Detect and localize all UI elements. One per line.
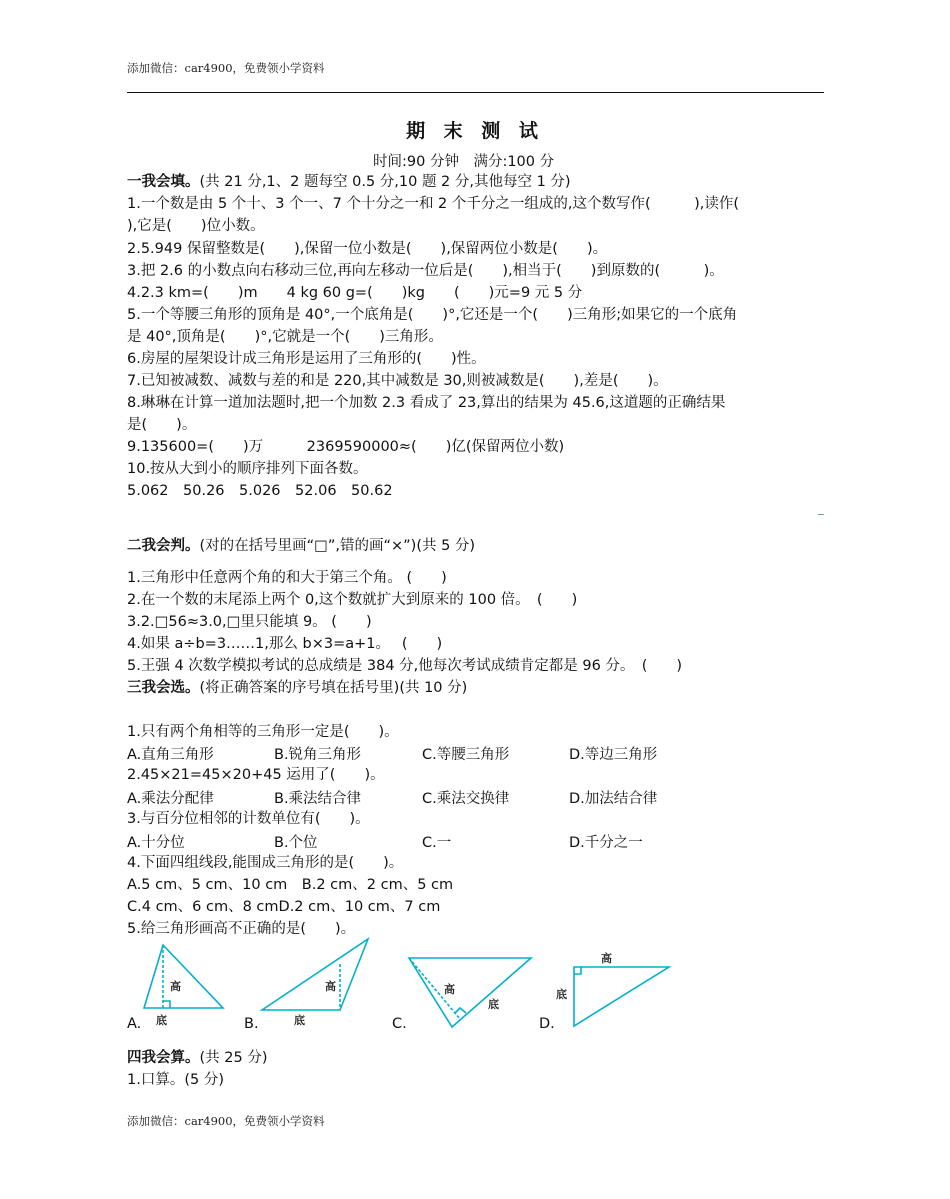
s2-line: 1.三角形中任意两个角的和大于第三个角。 ( ) <box>127 570 447 586</box>
section-3-desc: (将正确答案的序号填在括号里)(共 10 分) <box>199 680 468 696</box>
s3-question: 2.45×21=45×20+45 运用了( )。 <box>127 767 385 783</box>
s1-line: 是 40°,顶角是( )°,它就是一个( )三角形。 <box>127 329 443 345</box>
figure-label-d: D. <box>539 1016 555 1032</box>
s4-question: 1.口算。(5 分) <box>127 1072 224 1088</box>
s1-line: 5.062 50.26 5.026 52.06 50.62 <box>127 483 393 499</box>
right-angle-mark-a <box>163 1001 170 1008</box>
right-angle-mark-d <box>574 967 581 974</box>
triangle-a <box>144 945 223 1008</box>
triangle-c <box>409 958 531 1027</box>
height-label-a: 高 <box>170 980 181 993</box>
figure-label-b: B. <box>244 1016 259 1032</box>
base-label-c: 底 <box>488 998 499 1011</box>
option-b: B.锐角三角形 <box>274 747 362 763</box>
option-b: B.个位 <box>274 835 318 851</box>
option-b: B.乘法结合律 <box>274 791 362 807</box>
s3-question: 4.下面四组线段,能围成三角形的是( )。 <box>127 855 404 871</box>
s1-line: 是( )。 <box>127 417 197 433</box>
option-a: A.乘法分配律 <box>127 791 214 807</box>
s3-options-line: A.5 cm、5 cm、10 cm B.2 cm、2 cm、5 cm <box>127 877 454 893</box>
figure-label-a: A. <box>127 1016 142 1032</box>
section-3-title: 三我会选。 <box>127 680 200 696</box>
option-c: C.等腰三角形 <box>422 747 510 763</box>
option-c: C.乘法交换律 <box>422 791 510 807</box>
s1-line: 1.一个数是由 5 个十、3 个一、7 个十分之一和 2 个千分之一组成的,这个数写作( ),读作( <box>127 196 740 212</box>
section-4-desc: (共 25 分) <box>199 1050 268 1066</box>
base-label-b: 底 <box>294 1014 305 1027</box>
section-1-title: 一我会填。 <box>127 174 200 190</box>
s1-line: ),它是( )位小数。 <box>127 218 265 234</box>
s3-question: 1.只有两个角相等的三角形一定是( )。 <box>127 724 399 740</box>
figure-label-c: C. <box>392 1016 407 1032</box>
s2-line: 4.如果 a÷b=3……1,那么 b×3=a+1。 ( ) <box>127 636 443 652</box>
triangle-d <box>574 967 669 1026</box>
s1-line: 3.把 2.6 的小数点向右移动三位,再向左移动一位后是( ),相当于( )到原数的( )。 <box>127 263 724 279</box>
section-4-heading <box>127 1048 267 1068</box>
option-d: D.千分之一 <box>569 835 643 851</box>
s1-line: 9.135600=( )万 2369590000≈( )亿(保留两位小数) <box>127 439 565 455</box>
option-a: A.直角三角形 <box>127 747 214 763</box>
s1-line: 4.2.3 km=( )m 4 kg 60 g=( )kg ( )元=9 元 5 分 <box>127 285 583 301</box>
s3-question: 3.与百分位相邻的计数单位有( )。 <box>127 811 370 827</box>
s1-line: 2.5.949 保留整数是( ),保留一位小数是( ),保留两位小数是( )。 <box>127 241 608 257</box>
height-label-b: 高 <box>325 980 336 993</box>
s3-question: 5.给三角形画高不正确的是( )。 <box>127 921 356 937</box>
s2-line: 3.2.□56≈3.0,□里只能填 9。 ( ) <box>127 614 372 630</box>
page-title: 期 末 测 试 <box>406 120 544 142</box>
footer-note: 添加微信：car4900，免费领小学资料 <box>127 1114 325 1128</box>
section-2-desc: (对的在括号里画“□”,错的画“×”)(共 5 分) <box>199 538 476 554</box>
section-2-title: 二我会判。 <box>127 538 200 554</box>
s1-line: 7.已知被减数、减数与差的和是 220,其中减数是 30,则被减数是( ),差是( )。 <box>127 373 668 389</box>
s1-line: 5.一个等腰三角形的顶角是 40°,一个底角是( )°,它还是一个( )三角形;如果它的一个底角 <box>127 307 738 323</box>
base-label-a: 底 <box>156 1014 167 1027</box>
exam-info: 时间:90 分钟 满分:100 分 <box>373 154 555 170</box>
option-a: A.十分位 <box>127 835 185 851</box>
base-label-d: 底 <box>556 988 567 1001</box>
section-1-desc: (共 21 分,1、2 题每空 0.5 分,10 题 2 分,其他每空 1 分) <box>199 174 571 190</box>
s1-line: 6.房屋的屋架设计成三角形是运用了三角形的( )性。 <box>127 351 486 367</box>
header-note: 添加微信：car4900，免费领小学资料 <box>127 61 325 75</box>
s1-line: 8.琳琳在计算一道加法题时,把一个加数 2.3 看成了 23,算出的结果为 45.6,这道题的正确结果 <box>127 395 726 411</box>
option-d: D.加法结合律 <box>569 791 658 807</box>
s2-line: 2.在一个数的末尾添上两个 0,这个数就扩大到原来的 100 倍。 ( ) <box>127 592 578 608</box>
option-c: C.一 <box>422 835 452 851</box>
height-label-c: 高 <box>444 983 455 996</box>
section-4-title: 四我会算。 <box>127 1050 200 1066</box>
height-label-d: 高 <box>601 952 612 965</box>
s1-line: 10.按从大到小的顺序排列下面各数。 <box>127 461 368 477</box>
option-d: D.等边三角形 <box>569 747 658 763</box>
s2-line: 5.王强 4 次数学模拟考试的总成绩是 384 分,他每次考试成绩肯定都是 96 分。 ( ) <box>127 658 683 674</box>
triangle-b <box>262 939 368 1010</box>
s3-options-line: C.4 cm、6 cm、8 cmD.2 cm、10 cm、7 cm <box>127 899 441 915</box>
right-angle-mark-c <box>455 1008 466 1013</box>
